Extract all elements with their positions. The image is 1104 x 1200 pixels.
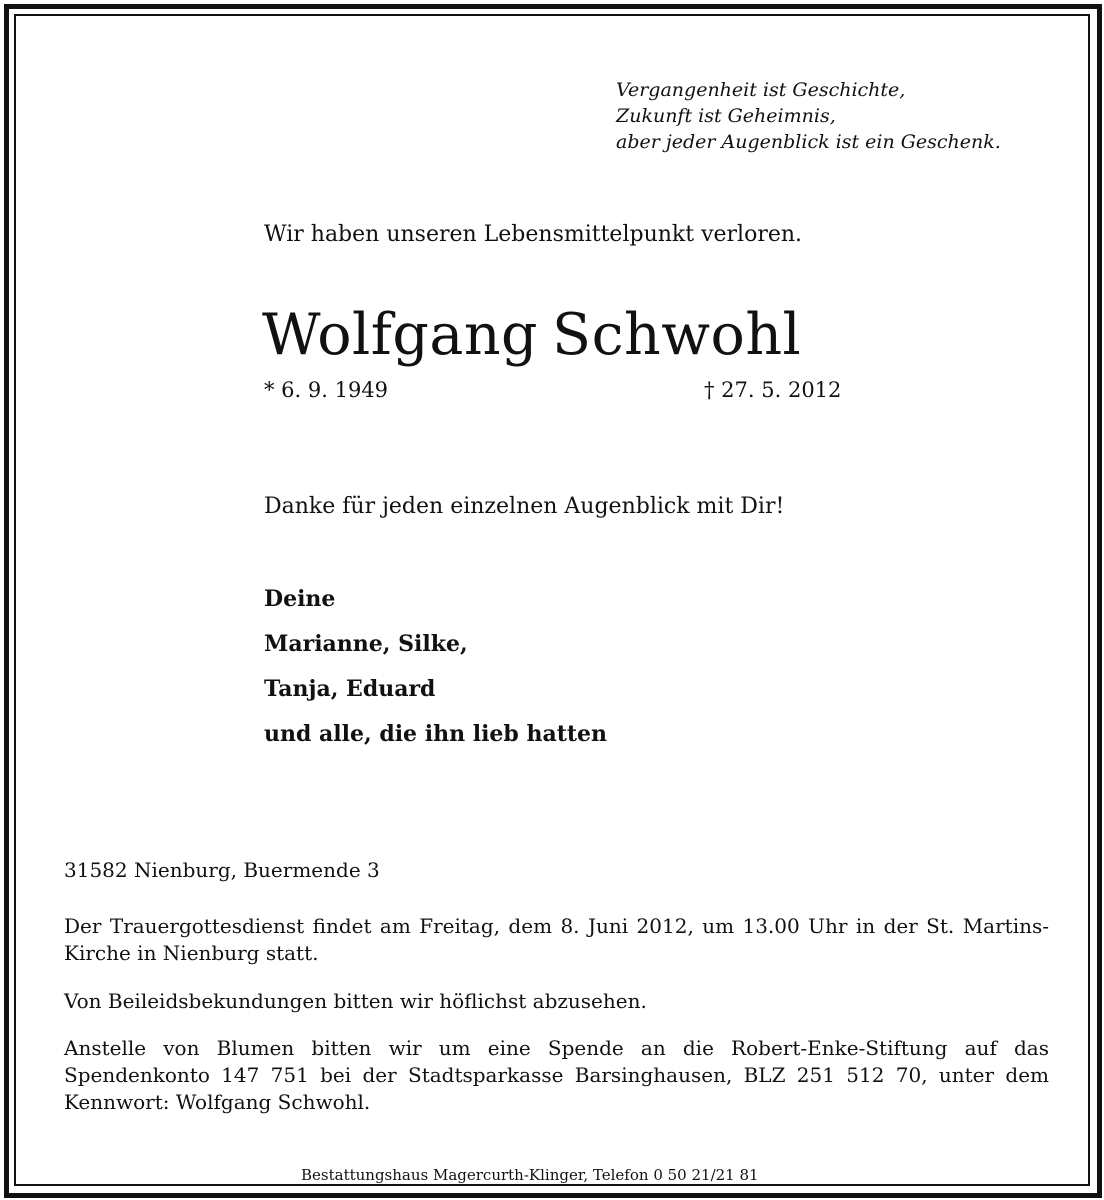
condolence-paragraph: Von Beileidsbekundungen bitten wir höflichst abzusehen. (64, 989, 647, 1013)
motto-line: Zukunft ist Geheimnis, (616, 105, 836, 127)
signer-line: und alle, die ihn lieb hatten (264, 721, 608, 747)
deceased-last-name: Schwohl (552, 302, 802, 368)
motto-line: aber jeder Augenblick ist ein Geschenk. (616, 131, 1001, 153)
thanks-text: Danke für jeden einzelnen Augenblick mit Dir! (264, 494, 785, 519)
signers-block (264, 577, 607, 757)
service-paragraph: Der Trauergottesdienst findet am Freitag, dem 8. Juni 2012, um 13.00 Uhr in der St. Martins-Kirche in Nienburg statt. (64, 914, 1049, 965)
signer-line: Marianne, Silke, (264, 631, 468, 657)
signer-line: Deine (264, 586, 336, 612)
motto-line: Vergangenheit ist Geschichte, (616, 79, 906, 101)
signer-line: Tanja, Eduard (264, 676, 436, 702)
address: 31582 Nienburg, Buermende 3 (64, 858, 380, 882)
donation-paragraph: Anstelle von Blumen bitten wir um eine Spende an die Robert-Enke-Stiftung auf das Spendenkonto 147 751 bei der Stadtsparkasse Barsinghausen, BLZ 251 512 70, unter dem Kennwort: Wolfgang Schwohl. (64, 1036, 1049, 1114)
intro-text: Wir haben unseren Lebensmittelpunkt verloren. (264, 222, 803, 247)
funeral-home-footer: Bestattungshaus Magercurth-Klinger, Telefon 0 50 21/21 81 (298, 1166, 762, 1184)
motto-quote (616, 77, 1001, 155)
deceased-first-name: Wolfgang (262, 302, 539, 368)
birth-date: * 6. 9. 1949 (264, 378, 389, 402)
deceased-name (262, 298, 801, 372)
death-date: † 27. 5. 2012 (704, 378, 842, 402)
